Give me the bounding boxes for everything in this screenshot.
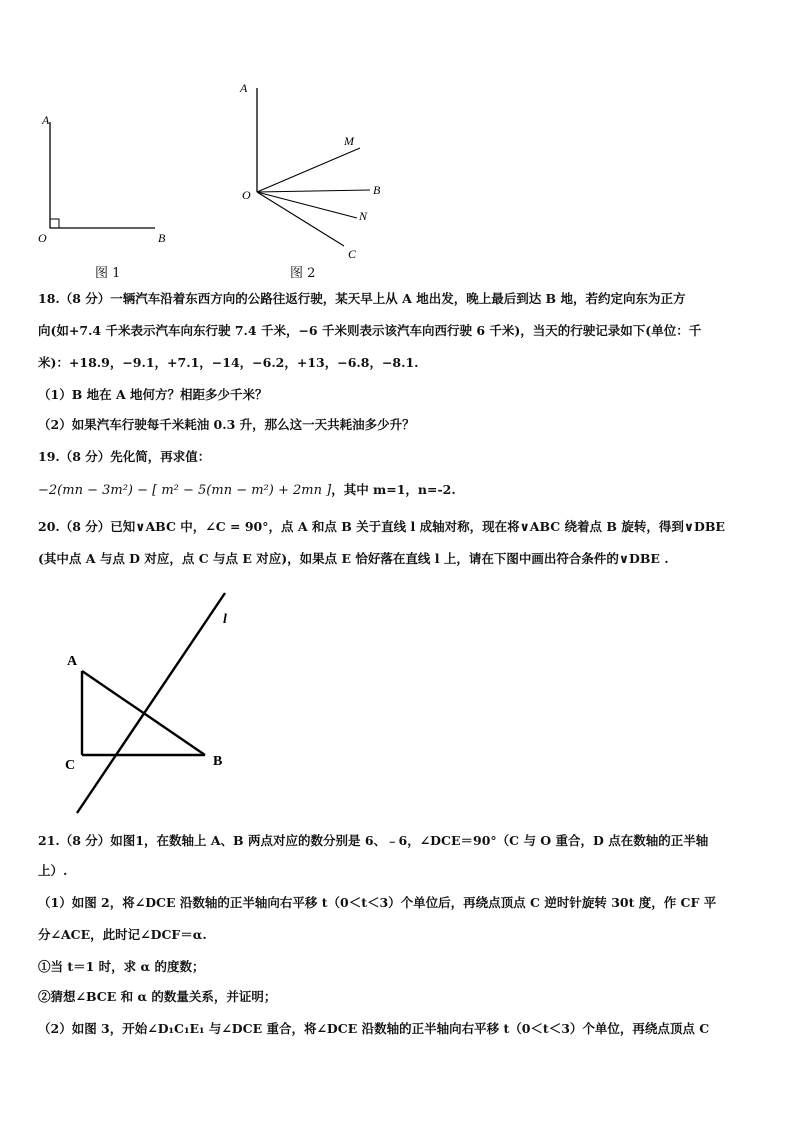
q18-line1: 18.（8 分）一辆汽车沿着东西方向的公路往返行驶，某天早上从 A 地出发，晚上最后到达 B 地，若约定向东为正方 xyxy=(38,291,686,306)
q21-line3: （1）如图 2，将∠DCE 沿数轴的正半轴向右平移 t（0＜t＜3）个单位后，再绕点顶点 C 逆时针旋转 30t 度，作 CF 平 xyxy=(38,895,717,910)
q18-line2: 向(如+7.4 千米表示汽车向东行驶 7.4 千米，−6 千米则表示该汽车向西行驶 6 千米)，当天的行驶记录如下(单位：千 xyxy=(38,323,702,338)
figure-1-caption: 图 1 xyxy=(95,266,121,281)
label-b: B xyxy=(373,183,381,197)
figure-2-caption: 图 2 xyxy=(290,266,316,281)
q21-line1: 21.（8 分）如图1，在数轴上 A、B 两点对应的数分别是 6、﹣6，∠DCE＝90°（C 与 O 重合，D 点在数轴的正半轴 xyxy=(38,833,709,848)
label-n: N xyxy=(359,209,368,223)
label-a: A xyxy=(240,81,248,95)
label-b: B xyxy=(158,231,166,245)
ray-ob xyxy=(257,190,370,192)
figure-3 xyxy=(55,585,255,820)
q19-expression xyxy=(38,480,456,498)
q21-line2: 上）. xyxy=(38,863,68,878)
label-a: A xyxy=(42,113,50,127)
q21-line7: （2）如图 3，开始∠D₁C₁E₁ 与∠DCE 重合，将∠DCE 沿数轴的正半轴向右平移 t（0＜t＜3）个单位，再绕点顶点 C xyxy=(38,1021,710,1036)
line-l xyxy=(77,593,225,813)
q21-line4: 分∠ACE，此时记∠DCF＝α. xyxy=(38,927,207,942)
figure-1 xyxy=(30,110,190,255)
q19-line1: 19.（8 分）先化简，再求值： xyxy=(38,449,211,464)
q18-sub1: （1）B 地在 A 地何方？相距多少千米？ xyxy=(38,387,268,402)
label-o: O xyxy=(242,188,251,202)
q20-line2: (其中点 A 与点 D 对应，点 C 与点 E 对应)，如果点 E 恰好落在直线 l 上，请在下图中画出符合条件的∨DBE . xyxy=(38,551,669,566)
ray-oc xyxy=(257,192,344,246)
q21-line5: ①当 t＝1 时，求 α 的度数； xyxy=(38,959,205,974)
label-m: M xyxy=(344,134,354,148)
q20-line1: 20.（8 分）已知∨ABC 中，∠C = 90°，点 A 和点 B 关于直线 l 成轴对称，现在将∨ABC 绕着点 B 旋转，得到∨DBE xyxy=(38,519,725,534)
ray-om xyxy=(257,148,360,192)
segment-ab xyxy=(82,671,205,755)
q18-line3: 米)：+18.9，−9.1，+7.1，−14，−6.2，+13，−6.8，−8.1. xyxy=(38,355,419,370)
q21-line6: ②猜想∠BCE 和 α 的数量关系，并证明； xyxy=(38,989,277,1004)
label-c: C xyxy=(348,247,357,261)
label-b: B xyxy=(213,754,223,769)
label-a: A xyxy=(67,654,78,669)
right-angle-mark xyxy=(50,219,59,228)
q19-tail: ，其中 m=1，n=-2. xyxy=(331,482,456,497)
label-c: C xyxy=(65,758,76,773)
q18-sub2: （2）如果汽车行驶每千米耗油 0.3 升，那么这一天共耗油多少升？ xyxy=(38,417,415,432)
ray-on xyxy=(257,192,357,218)
label-l: l xyxy=(223,612,227,627)
figure-2 xyxy=(232,78,402,268)
label-o: O xyxy=(38,231,47,245)
q19-expr: −2(mn − 3m²) − [ m² − 5(mn − m²) + 2mn ] xyxy=(38,483,332,498)
